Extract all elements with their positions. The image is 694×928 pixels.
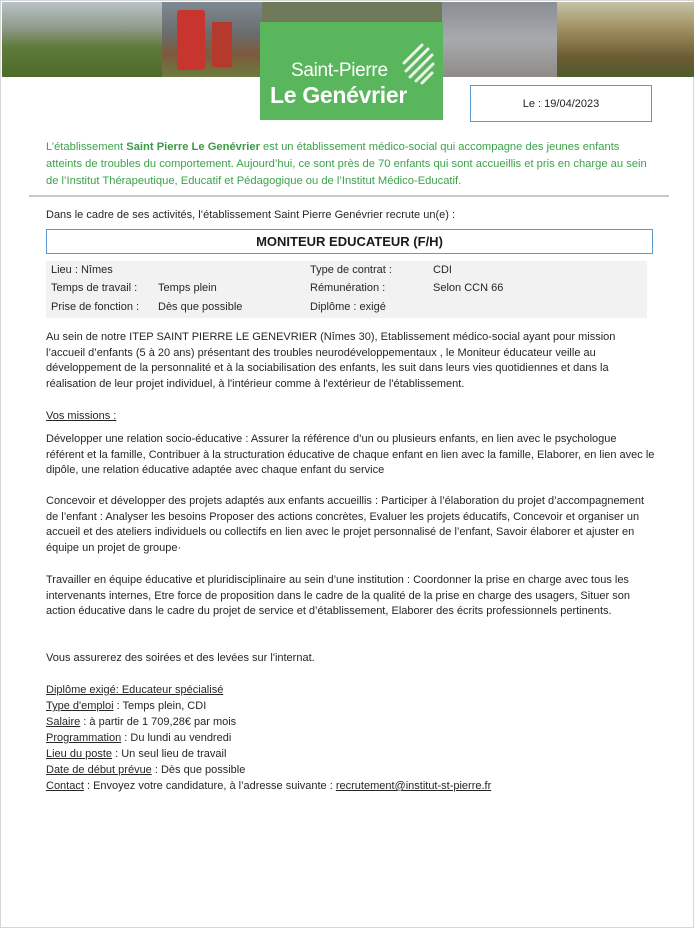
info-contrat-value: CDI — [433, 264, 452, 276]
detail-salaire — [46, 716, 236, 728]
contact-email-link[interactable]: recrutement@institut-st-pierre.fr — [335, 780, 492, 792]
detail-contact — [46, 780, 491, 792]
intro-part-1: L’établissement — [46, 141, 127, 153]
info-diplome: Diplôme : exigé — [310, 301, 386, 313]
section-divider — [29, 195, 669, 197]
info-lieu-value: Nîmes — [80, 264, 113, 276]
job-title: MONITEUR EDUCATEUR (F/H) — [256, 234, 443, 249]
detail-salaire-label: Salaire — [46, 716, 81, 728]
date-box — [470, 85, 652, 122]
date-text: Le : 19/04/2023 — [522, 97, 600, 110]
banner-photo-garden — [2, 2, 162, 77]
info-prise-value: Dès que possible — [158, 301, 243, 313]
detail-lieu-label: Lieu du poste — [46, 748, 113, 760]
missions-title: Vos missions : — [46, 410, 117, 422]
info-temps-label: Temps de travail : — [51, 282, 138, 294]
intro-part-2: est un établissement médico-social qui accompagne des jeunes enfants atteints de troubles du comportement. Aujourd’hui, ce sont près de 70 enfants qui sont accueillis et pris en charge au sein de l’Institut Thérapeutique, Educatif et Pédagogique ou de l’Institut Médico-Educatif. — [46, 141, 647, 187]
banner-photo-trees — [557, 2, 694, 77]
banner-playground-slide — [177, 10, 205, 70]
info-lieu — [51, 264, 113, 276]
info-remun-label: Rémunération : — [310, 282, 386, 294]
info-prise-label: Prise de fonction : — [51, 301, 140, 313]
detail-salaire-value: : à partir de 1 709,28€ par mois — [80, 716, 237, 728]
detail-programmation — [46, 732, 231, 744]
info-lieu-label: Lieu : — [51, 264, 81, 276]
recruitment-lead: Dans le cadre de ses activités, l’établissement Saint Pierre Genévrier recrute un(e) : — [46, 209, 456, 221]
mission-2: Concevoir et développer des projets adaptés aux enfants accueillis : Participer à l’élaboration du projet d’accompagnement de l’enfant : Analyser les besoins Proposer des actions concrètes, Evaluer les projets éducatifs, Concevoir et organiser un accueil et des ateliers individuels ou collectifs en lien avec le projet personnalisé de l’enfant, Savoir élaborer et ajuster en équipe un projet de groupe· — [46, 495, 645, 554]
detail-contact-label: Contact — [46, 780, 84, 792]
mission-1: Développer une relation socio-éducative : Assurer la référence d’un ou plusieurs enfants, en lien avec le psychologue référent et la famille, Contribuer à la structuration éducative de chaque enfant en lien avec la famille, Elaborer, en lien avec le dipôle, une relation éducative adaptée avec chaque enfant du service — [46, 433, 655, 477]
logo-line-1: Saint-Pierre — [291, 60, 388, 81]
job-description: Au sein de notre ITEP SAINT PIERRE LE GENEVRIER (Nîmes 30), Etablissement médico-social ayant pour mission l’accueil d’enfants (5 à 20 ans) présentant des troubles neurodéveloppementaux , le Moniteur éducateur veille au développement de la personnalité et à la sociabilisation des enfants, les suit dans leurs vies quotidiennes et dans la réalisation de leur projet individuel, à l'intérieur comme à l'extérieur de l'établissement. — [46, 331, 616, 390]
detail-emploi-value: : Temps plein, CDI — [113, 700, 207, 712]
detail-emploi — [46, 700, 206, 712]
detail-diplome-text: Diplôme exigé: Educateur spécialisé — [46, 684, 224, 696]
job-info-grid — [46, 261, 647, 318]
info-temps-value: Temps plein — [158, 282, 217, 294]
job-title-box — [46, 229, 653, 254]
banner-photo-courtyard — [442, 2, 557, 77]
detail-debut-label: Date de début prévue — [46, 764, 152, 776]
detail-lieu — [46, 748, 226, 760]
detail-diplome — [46, 684, 223, 696]
detail-debut — [46, 764, 245, 776]
intro-establishment-name: Saint Pierre Le Genévrier — [126, 141, 260, 153]
missions-heading — [46, 409, 656, 425]
detail-prog-value: : Du lundi au vendredi — [121, 732, 232, 744]
info-remun-value: Selon CCN 66 — [433, 282, 504, 294]
detail-lieu-value: : Un seul lieu de travail — [112, 748, 227, 760]
mission-3: Travailler en équipe éducative et pluridisciplinaire au sein d’une institution : Coordonner la prise en charge avec tous les intervenants internes, Etre force de proposition dans le cadre de la qualité de la prise en charge des usagers, Situer son action éducative dans le cadre du projet de service et d’établissement, Elaborer des écrits professionnels pertinents. — [46, 574, 630, 618]
detail-contact-value: : Envoyez votre candidature, à l’adresse suivante : — [83, 780, 336, 792]
internat-note: Vous assurerez des soirées et des levées sur l'internat. — [46, 652, 315, 664]
detail-debut-value: : Dès que possible — [151, 764, 246, 776]
banner-playground-structure — [212, 22, 232, 67]
info-contrat-label: Type de contrat : — [310, 264, 392, 276]
detail-emploi-label: Type d'emploi — [46, 700, 114, 712]
detail-prog-label: Programmation — [46, 732, 122, 744]
intro-paragraph — [46, 139, 656, 190]
logo-line-2: Le Genévrier — [270, 82, 408, 108]
